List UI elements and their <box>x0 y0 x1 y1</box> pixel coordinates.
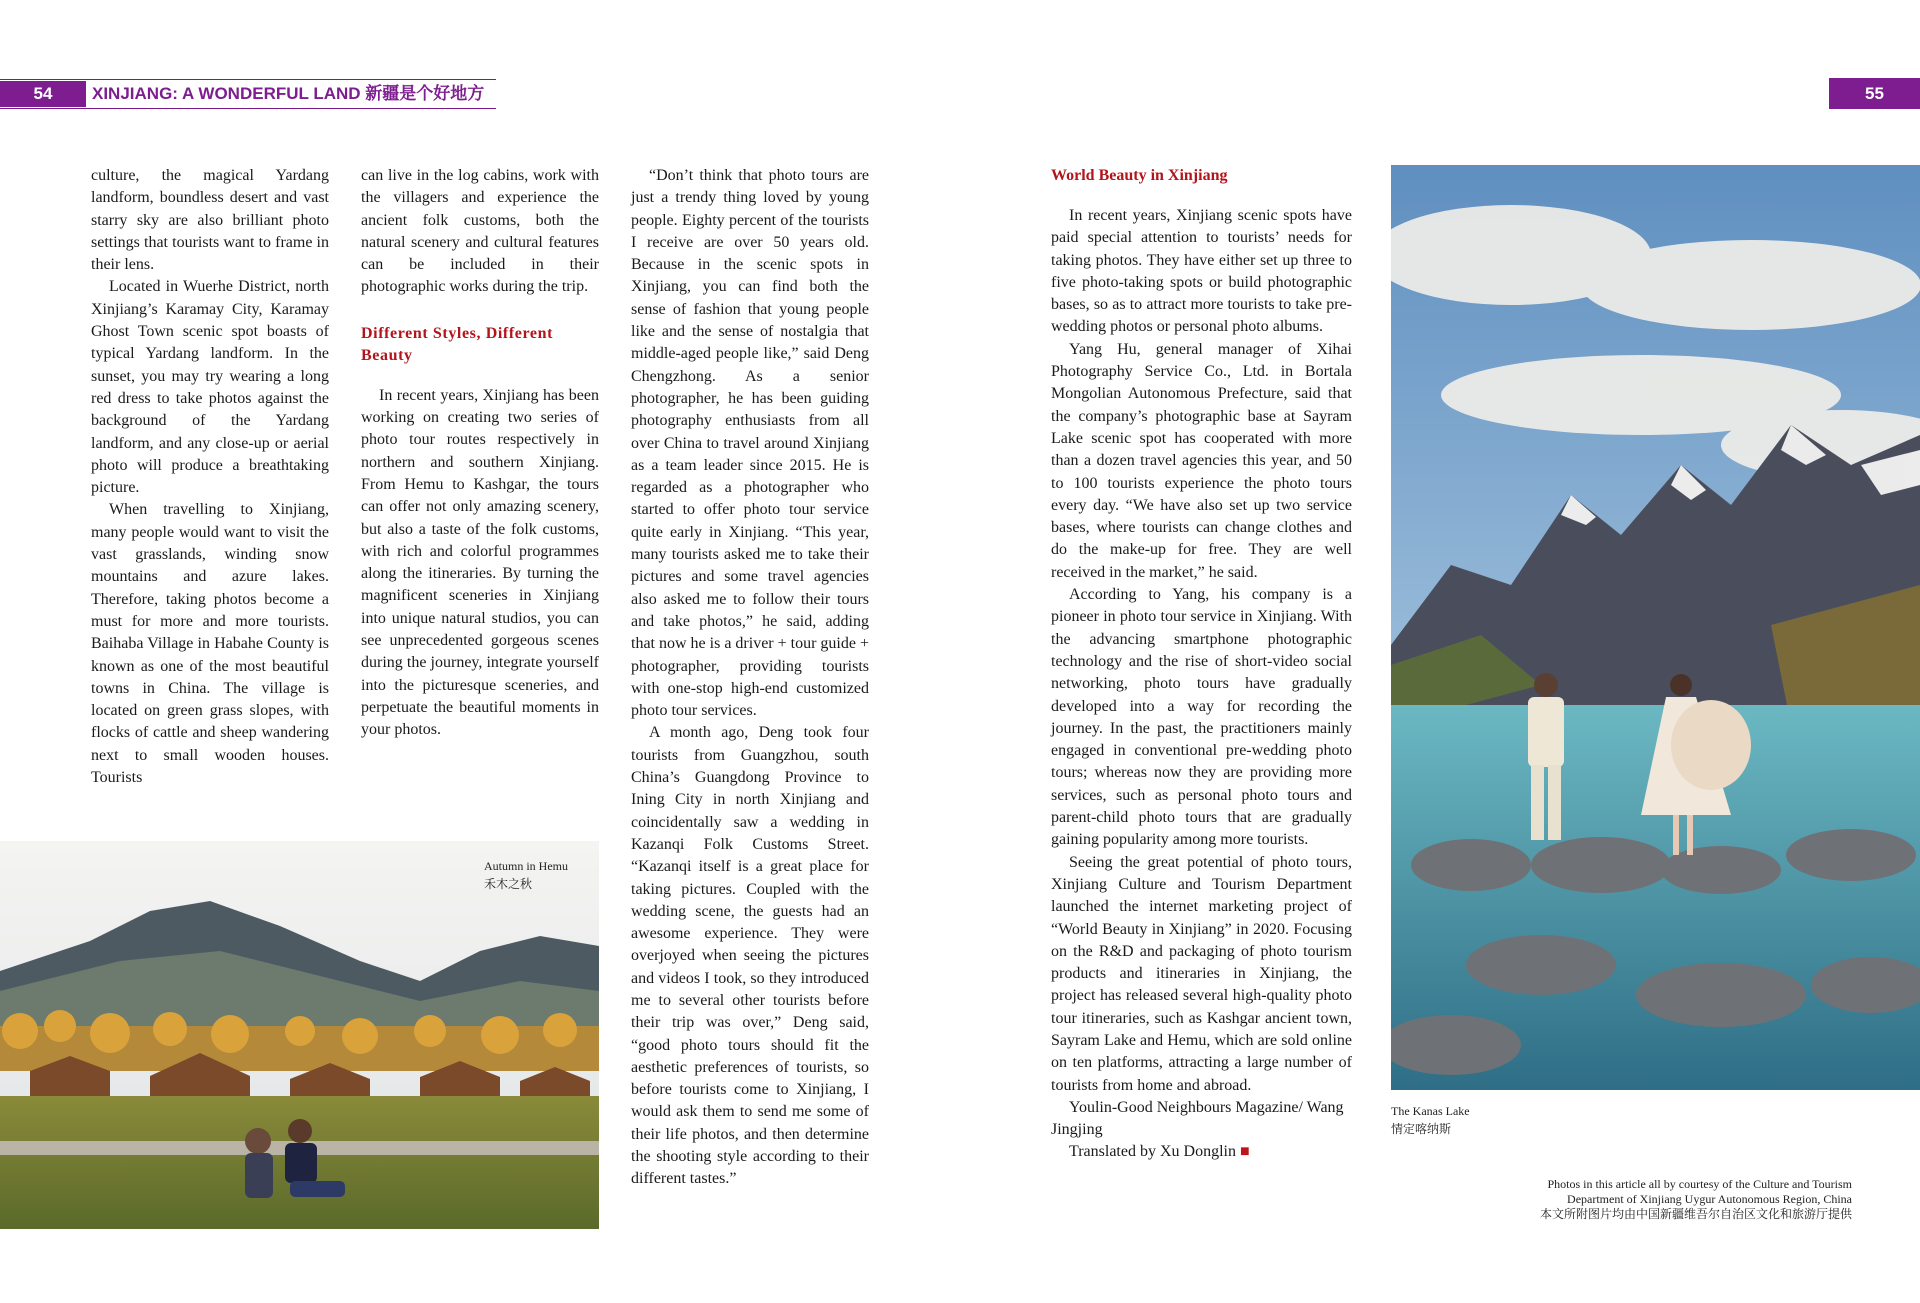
text-column-1 <box>91 165 329 789</box>
photo-autumn-in-hemu <box>0 841 599 1229</box>
photo-credit-line-3: 本文所附图片均由中国新疆维吾尔自治区文化和旅游厅提供 <box>1539 1207 1852 1221</box>
text-column-2 <box>361 165 599 742</box>
paragraph: In recent years, Xinjiang scenic spots have paid special attention to tourists’ needs for taking photos. They have either set up three to five photo-taking spots or build photographic bases, so as to attract more tourists to take pre-wedding photos or personal photo albums. <box>1051 207 1352 336</box>
hemu-landscape-illustration <box>0 841 599 1229</box>
running-title: XINJIANG: A WONDERFUL LAND 新疆是个好地方 <box>92 84 485 103</box>
byline-translator <box>1051 1141 1352 1163</box>
caption-hemu <box>484 857 568 893</box>
caption-kanas-en: The Kanas Lake <box>1391 1104 1470 1118</box>
caption-hemu-en: Autumn in Hemu <box>484 859 568 873</box>
header-rule-bottom <box>0 108 496 109</box>
section-heading: Different Styles, Different Beauty <box>361 324 553 364</box>
paragraph: Seeing the great potential of photo tours, Xinjiang Culture and Tourism Department launched the internet marketing project of “World Beauty in Xinjiang” in 2020. Focusing on the R&D and packaging of photo tourism products and itineraries in Xinjiang, the project has released several high-quality photo tour itineraries, such as Kashgar ancient town, Sayram Lake and Hemu, which are sold online on ten platforms, attracting a large number of tourists from home and abroad. <box>1051 853 1352 1094</box>
paragraph: When travelling to Xinjiang, many people would want to visit the vast grasslands, winding snow mountains and azure lakes. Therefore, taking photos become a must for more and more tourists. Baihaba Village in Habahe County is known as one of the most beautiful towns in China. The village is located on green grass slopes, with flocks of cattle and sheep wandering next to small wooden houses. Tourists <box>91 501 329 787</box>
paragraph: can live in the log cabins, work with the villagers and experience the ancient folk customs, both the natural scenery and cultural features can be included in their photographic works during the trip. <box>361 167 599 296</box>
kanas-lake-illustration <box>1391 165 1920 1090</box>
photo-credit <box>1460 1177 1852 1222</box>
text-column-4 <box>1051 165 1352 1164</box>
paragraph: In recent years, Xinjiang has been working on creating two series of photo tour routes respectively in northern and southern Xinjiang. From Hemu to Kashgar, the tours can offer not only amazing scenery, but also a taste of the folk customs, with rich and colorful programmes along the itineraries. By turning the magnificent sceneries in Xinjiang into unique natural studios, you can see unprecedented gorgeous scenes during the journey, integrate yourself into the picturesque sceneries, and perpetuate the beautiful moments in your photos. <box>361 386 599 739</box>
page-number-left: 54 <box>0 81 86 107</box>
photo-kanas-lake <box>1391 165 1920 1090</box>
page-number-right: 55 <box>1829 78 1920 109</box>
paragraph: culture, the magical Yardang landform, boundless desert and vast starry sky are also brilliant photo settings that tourists want to frame in their lens. <box>91 167 329 274</box>
section-heading: World Beauty in Xinjiang <box>1051 167 1228 184</box>
text-column-3 <box>631 165 869 1191</box>
caption-kanas <box>1391 1102 1470 1138</box>
paragraph: “Don’t think that photo tours are just a trendy thing loved by young people. Eighty percent of the tourists I receive are over 50 years old. Because in the scenic spots in Xinjiang, you can find both the sense of fashion that young people like and the sense of nostalgia that middle-aged people like,” said Deng Chengzhong. As a senior photographer, he has been guiding photography enthusiasts from all over China to travel around Xinjiang as a team leader since 2015. He is regarded as a photographer who started to offer photo tour service quite early in Xinjiang. “This year, many tourists asked me to take their pictures and some travel agencies also asked me to follow their tours and take photos,” he said, adding that now he is a driver + tour guide + photographer, providing tourists with one-stop high-end customized photo tour services. <box>631 167 869 720</box>
paragraph: Yang Hu, general manager of Xihai Photography Service Co., Ltd. in Bortala Mongolian Autonomous Prefecture, said that the company’s photographic base at Sayram Lake scenic spot has cooperated with more than a dozen travel agencies this year, and 50 to 100 tourists experience the photo tours every day. “We have also set up two service bases, where tourists can change clothes and do the make-up for free. They are well received in the market,” he said. <box>1051 340 1352 581</box>
translator-name: Translated by Xu Donglin <box>1069 1143 1236 1161</box>
caption-hemu-cn: 禾木之秋 <box>484 877 533 891</box>
byline-source: Youlin-Good Neighbours Magazine/ Wang Jingjing <box>1051 1098 1344 1139</box>
caption-kanas-cn: 情定喀纳斯 <box>1391 1122 1452 1136</box>
photo-credit-line-1: Photos in this article all by courtesy of the Culture and Tourism <box>1547 1177 1852 1191</box>
paragraph: According to Yang, his company is a pioneer in photo tour service in Xinjiang. With the advancing smartphone photographic technology and the rise of short-video social networking, photo tours have gradually developed into a way for recording the journey. In the past, the practitioners mainly engaged in conventional pre-wedding photo tours; whereas now they are providing more services, such as personal photo tours and parent-child photo tours that are gradually gaining popularity among more tourists. <box>1051 586 1352 849</box>
photo-credit-line-2: Department of Xinjiang Uygur Autonomous Region, China <box>1567 1192 1852 1206</box>
header-rule-top <box>0 79 496 80</box>
paragraph: Located in Wuerhe District, north Xinjiang’s Karamay City, Karamay Ghost Town scenic spot boasts of typical Yardang landform. In the sunset, you may try wearing a long red dress to take photos against the background of the Yardang landform, and any close-up or aerial photo will produce a breathtaking picture. <box>91 278 329 497</box>
paragraph: A month ago, Deng took four tourists from Guangzhou, south China’s Guangdong Province to Ining City in north Xinjiang and coincidentally saw a wedding in Kazanqi Folk Customs Street. “Kazanqi itself is a great place for taking pictures. Coupled with the wedding scene, the guests had an awesome experience. They were overjoyed when seeing the pictures and videos I took, so they introduced me to several other tourists before their trip was over,” Deng said, “good photo tours should fit the aesthetic preferences of tourists, so before tourists come to Xinjiang, I would ask them to send me some of their life photos, and then determine the shooting style according to their different tastes.” <box>631 724 869 1188</box>
end-mark-icon: ■ <box>1239 1143 1250 1161</box>
